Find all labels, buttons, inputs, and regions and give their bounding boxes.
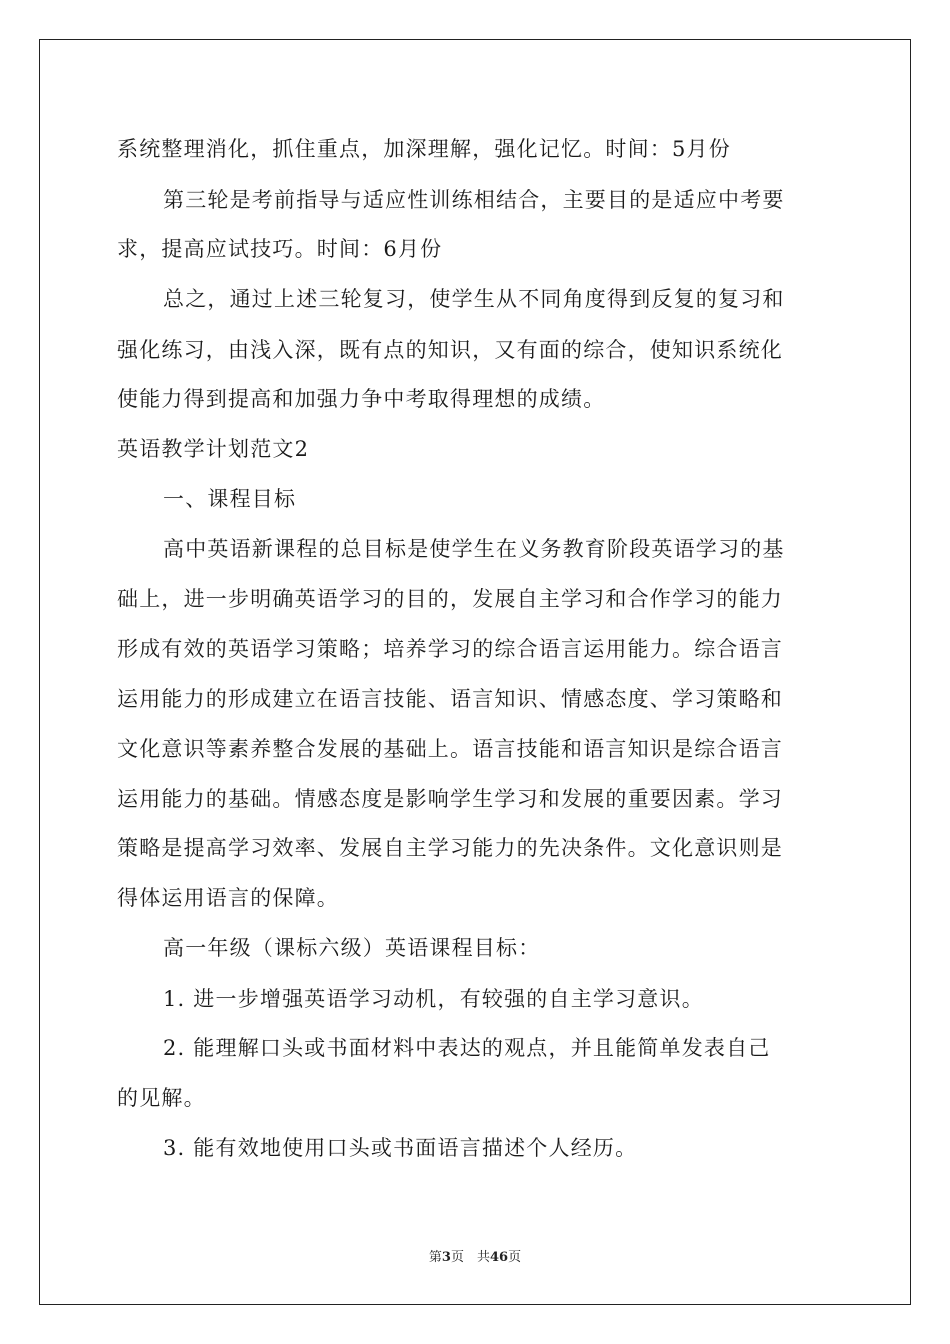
page-label-suffix: 页 xyxy=(508,1250,522,1265)
text-line: 使能力得到提高和加强力争中考取得理想的成绩。 xyxy=(117,387,606,411)
text-line: 总之，通过上述三轮复习，使学生从不同角度得到反复的复习和 xyxy=(163,287,785,311)
text-line: 求，提高应试技巧。时间：6月份 xyxy=(117,237,443,261)
page-label-prefix: 第 xyxy=(428,1250,442,1265)
text-line: 运用能力的基础。情感态度是影响学生学习和发展的重要因素。学习 xyxy=(117,787,783,811)
page-border xyxy=(39,39,911,1305)
text-line: 策略是提高学习效率、发展自主学习能力的先决条件。文化意识则是 xyxy=(117,836,783,860)
text-line: 第三轮是考前指导与适应性训练相结合，主要目的是适应中考要 xyxy=(163,188,785,212)
text-line: 高中英语新课程的总目标是使学生在义务教育阶段英语学习的基 xyxy=(163,537,785,561)
text-line: 形成有效的英语学习策略；培养学习的综合语言运用能力。综合语言 xyxy=(117,637,783,661)
total-page-count: 46 xyxy=(489,1250,509,1265)
section-heading: 英语教学计划范文2 xyxy=(117,437,310,461)
list-item: 1. 进一步增强英语学习动机，有较强的自主学习意识。 xyxy=(163,987,704,1011)
list-item: 3. 能有效地使用口头或书面语言描述个人经历。 xyxy=(163,1136,638,1160)
text-line: 强化练习，由浅入深，既有点的知识，又有面的综合，使知识系统化 xyxy=(117,338,783,362)
text-line: 础上，进一步明确英语学习的目的，发展自主学习和合作学习的能力 xyxy=(117,587,783,611)
list-item: 2. 能理解口头或书面材料中表达的观点，并且能简单发表自己 xyxy=(163,1036,771,1060)
text-line: 高一年级（课标六级）英语课程目标： xyxy=(163,936,541,960)
text-line: 运用能力的形成建立在语言技能、语言知识、情感态度、学习策略和 xyxy=(117,687,783,711)
page-footer xyxy=(0,1250,950,1266)
page-label-mid: 页 共 xyxy=(450,1250,490,1265)
subsection-heading: 一、课程目标 xyxy=(163,487,297,511)
text-line: 文化意识等素养整合发展的基础上。语言技能和语言知识是综合语言 xyxy=(117,737,783,761)
text-line: 得体运用语言的保障。 xyxy=(117,886,339,910)
text-line: 系统整理消化，抓住重点，加深理解，强化记忆。时间：5月份 xyxy=(117,137,731,161)
current-page-number: 3 xyxy=(441,1250,451,1265)
text-line: 的见解。 xyxy=(117,1086,206,1110)
